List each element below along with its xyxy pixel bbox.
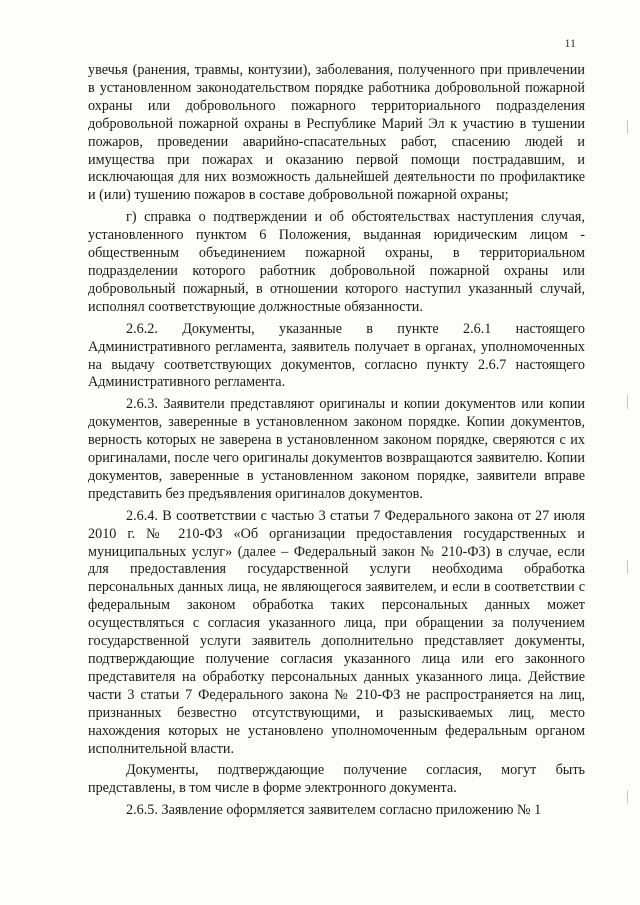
paragraph-2-6-2: 2.6.2. Документы, указанные в пункте 2.6.1 настоящего Административного регламента, заявитель получает в органах, уполномоченных на выдачу соответствующих документов, согласно пункту 2.6.7 настоящего Административного регламента. [88, 320, 585, 391]
scan-edge-mark [627, 790, 628, 804]
scan-edge-mark [627, 395, 628, 409]
paragraph-consent-documents: Документы, подтверждающие получение согласия, могут быть представлены, в том числе в форме электронного документа. [88, 762, 585, 797]
document-body [88, 62, 585, 824]
paragraph-injury: увечья (ранения, травмы, контузии), заболевания, полученного при привлечении в установленном законодательством порядке работника добровольной пожарной охраны или добровольного пожарного территориального подразделения добровольной пожарной охраны в Республике Марий Эл к участию в тушении пожаров, проведении аварийно-спасательных работ, спасению людей и имущества при пожарах и оказанию первой помощи пострадавшим, и исключающая для них возможность дальнейшей деятельности по профилактике и (или) тушению пожаров в составе добровольной пожарной охраны; [88, 62, 585, 204]
paragraph-2-6-5: 2.6.5. Заявление оформляется заявителем согласно приложению № 1 [126, 802, 542, 819]
page-number: 11 [564, 36, 576, 50]
scan-edge-mark [627, 560, 628, 574]
paragraph-2-6-3: 2.6.3. Заявители представляют оригиналы и копии документов или копии документов, заверенные в установленном законом порядке. Копии документов, верность которых не заверена в установленном законом порядке, сверяются с их оригиналами, после чего оригиналы документов возвращаются заявителю. Копии документов, заверенные в установленном законом порядке, заявители вправе представить без предъявления оригиналов документов. [88, 396, 585, 502]
paragraph-2-6-4: 2.6.4. В соответствии с частью 3 статьи 7 Федерального закона от 27 июля 2010 г. № 210-ФЗ «Об организации предоставления государственных и муниципальных услуг» (далее – Федеральный закон № 210-ФЗ) в случае, если для предоставления государственной услуги необходима обработка персональных данных лица, не являющегося заявителем, и если в соответствии с федеральным законом обработка таких персональных данных может осуществляться с согласия указанного лица, при обращении за получением государственной услуги заявитель дополнительно представляет документы, подтверждающие получение согласия указанного лица или его законного представителя на обработку персональных данных указанного лица. Действие части 3 статьи 7 Федерального закона № 210-ФЗ не распространяется на лиц, признанных безвестно отсутствующими, и разыскиваемых лиц, место нахождения которых не установлено уполномоченным федеральным органом исполнительной власти. [88, 507, 585, 757]
scan-edge-mark [627, 120, 628, 134]
paragraph-certificate-g: г) справка о подтверждении и об обстоятельствах наступления случая, установленного пунктом 6 Положения, выданная юридическим лицом - общественным объединением пожарной охраны, в территориальном подразделении которого работник добровольной пожарной охраны или добровольный пожарный, в отношении которого наступил указанный случай, исполнял соответствующие должностные обязанности. [88, 209, 585, 315]
